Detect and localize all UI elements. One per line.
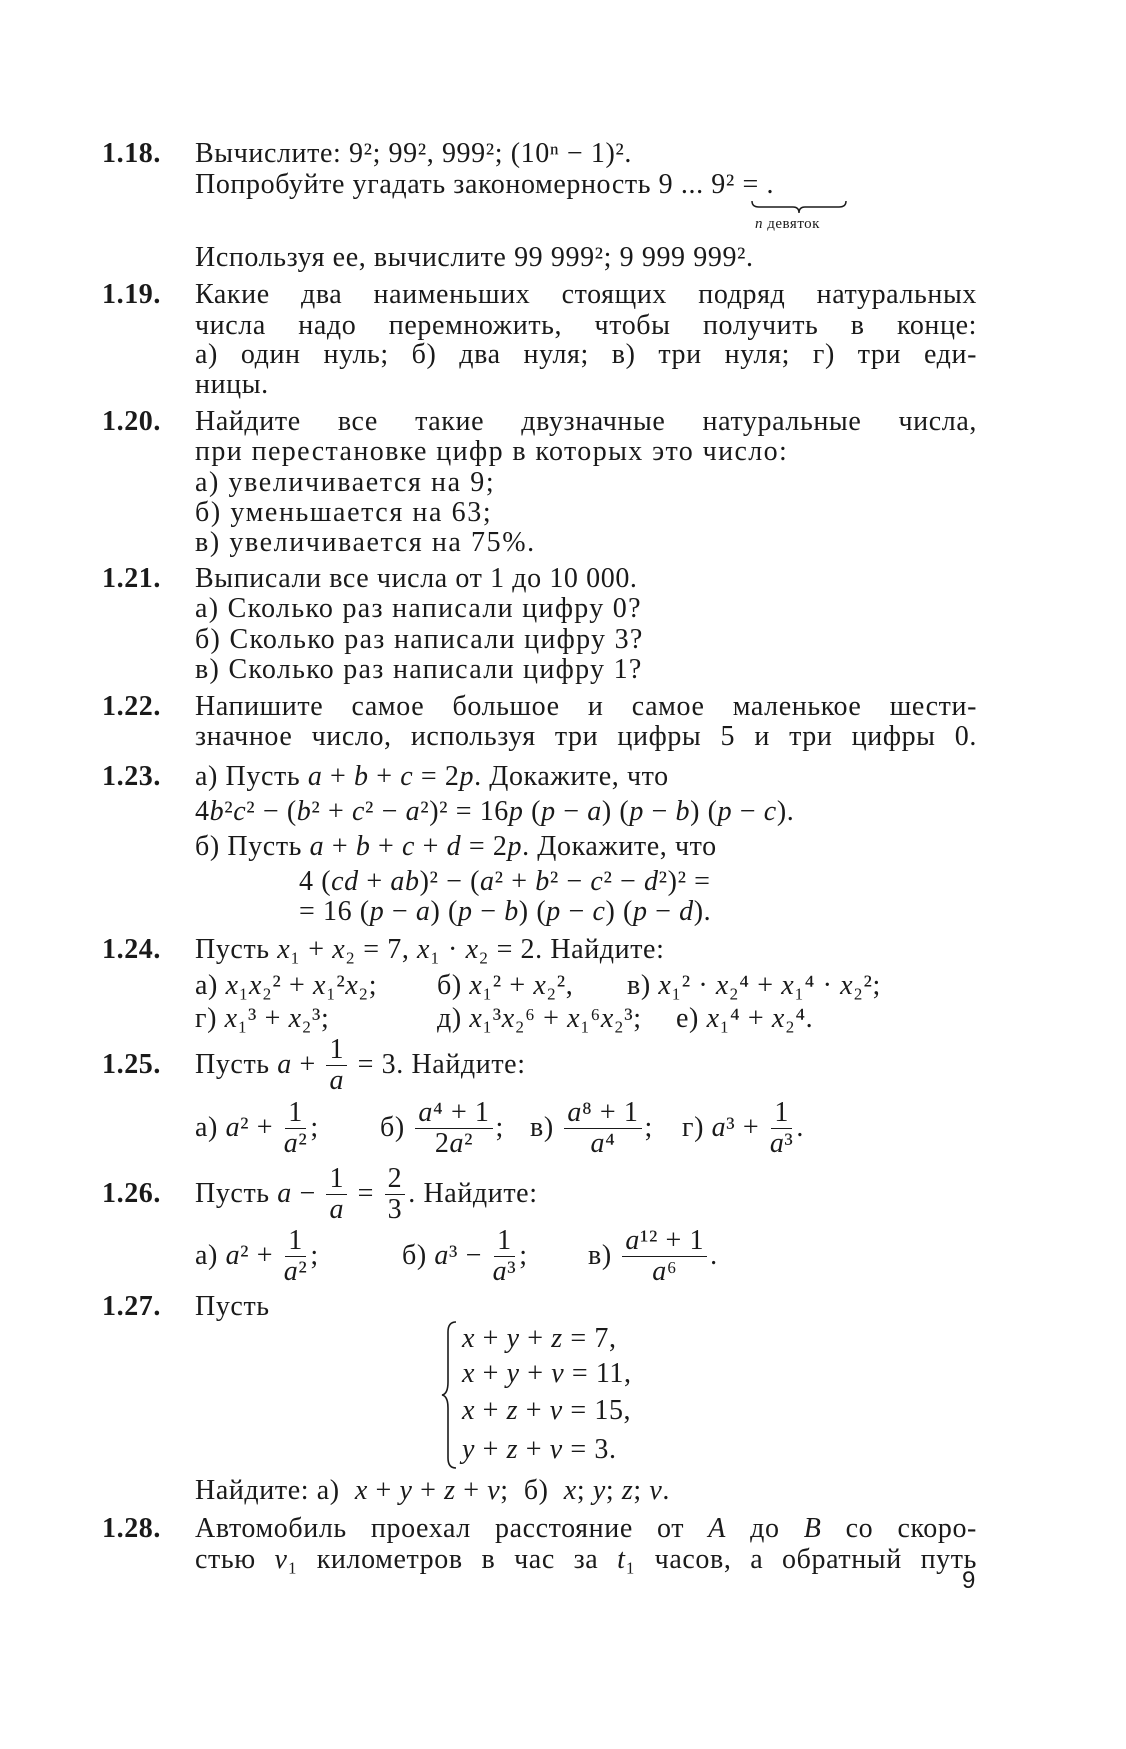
variable: p — [507, 831, 523, 862]
problem-text: = 16 (p − a) (p − b) (p − c) (p − d). — [299, 896, 712, 927]
problem-number: 1.27. — [102, 1291, 161, 1322]
variable: b — [504, 896, 519, 927]
variable: x — [288, 1003, 302, 1034]
text: в) — [530, 1112, 562, 1143]
variable: y — [399, 1475, 413, 1506]
variable: a — [567, 1096, 582, 1128]
part-v — [588, 1224, 718, 1288]
variable: v — [549, 1395, 563, 1426]
part-g: г) x₁³ + x₂³; — [195, 1003, 330, 1034]
variable: p — [459, 761, 475, 792]
variable: a — [277, 1178, 292, 1209]
variable: z — [621, 1475, 634, 1506]
page-number: 9 — [962, 1567, 976, 1594]
variable: x — [781, 970, 795, 1001]
variable: a — [449, 1127, 465, 1159]
variable: p — [541, 796, 556, 827]
variable: x — [658, 970, 672, 1001]
part-e: е) x₁⁴ + x₂⁴. — [676, 1003, 814, 1034]
variable: v — [649, 1475, 663, 1506]
variable: n — [755, 216, 763, 232]
problem-number: 1.19. — [102, 279, 161, 310]
variable: a — [434, 1240, 449, 1271]
problem-text: при перестановке цифр в которых это число: — [195, 436, 789, 467]
text: ; — [519, 1240, 528, 1271]
variable: p — [629, 796, 644, 827]
curly-brace-icon — [440, 1320, 460, 1470]
variable: x — [417, 934, 431, 965]
variable: b — [404, 866, 420, 897]
variable: z — [506, 1434, 519, 1465]
text: б) — [380, 1112, 413, 1143]
variable: a — [587, 796, 602, 827]
variable: x — [600, 1003, 614, 1034]
problem-text: Вычислите: 9²; 99², 999²; (10ⁿ − 1)². — [195, 138, 632, 169]
fraction — [284, 1226, 308, 1287]
variable: x — [715, 970, 729, 1001]
variable: p — [546, 896, 561, 927]
text: . — [796, 1112, 805, 1143]
denominator: a⁴ — [590, 1127, 616, 1159]
text: ; — [644, 1112, 653, 1143]
denominator: a³ — [492, 1255, 517, 1287]
part-a — [195, 1096, 319, 1160]
system-equation: x + z + v = 15, — [462, 1395, 632, 1426]
numerator: a⁸ + 1 — [564, 1098, 641, 1129]
part-a — [195, 1224, 319, 1288]
problem-text: числа надо перемножить, чтобы получить в конце: — [195, 310, 977, 341]
variable: v — [487, 1475, 501, 1506]
problem-text: б) уменьшается на 63; — [195, 497, 493, 528]
variable: b — [209, 796, 225, 827]
text: . — [710, 1240, 718, 1271]
variable: d — [679, 896, 694, 927]
variable: a — [225, 1112, 241, 1143]
problem-text — [195, 1162, 538, 1226]
denominator: 2a² — [434, 1127, 474, 1159]
part-b — [402, 1224, 528, 1288]
fraction — [326, 1164, 347, 1225]
problem-text: значное число, используя три цифры 5 и три цифры 0. — [195, 721, 977, 752]
fraction — [564, 1098, 641, 1159]
variable: x — [277, 934, 291, 965]
problem-number: 1.23. — [102, 761, 161, 792]
problem-text: б) Пусть a + b + c + d = 2p. Докажите, что — [195, 831, 717, 862]
text: = 3. Найдите: — [350, 1049, 526, 1080]
text: ; — [495, 1112, 504, 1143]
variable: B — [803, 1513, 822, 1544]
variable: t — [617, 1544, 626, 1575]
variable: x — [462, 1323, 476, 1354]
part-d: д) x₁³x₂⁶ + x₁⁶x₂³; — [437, 1003, 642, 1034]
part-v — [530, 1096, 653, 1160]
denominator: 3 — [387, 1193, 403, 1225]
variable: x — [533, 970, 547, 1001]
problem-number: 1.25. — [102, 1049, 161, 1080]
variable: x — [248, 970, 262, 1001]
variable: x — [332, 934, 346, 965]
variable: x — [501, 1003, 515, 1034]
problem-text: ницы. — [195, 369, 269, 400]
variable: a — [415, 896, 431, 927]
variable: p — [369, 896, 385, 927]
variable: x — [224, 1003, 238, 1034]
underbrace-icon — [751, 200, 847, 214]
part-a: а) x₁x₂² + x₁²x₂; — [195, 970, 378, 1001]
text: а) a² + — [195, 1240, 281, 1271]
variable: a — [590, 1127, 606, 1159]
part-b: б) x₁² + x₂², — [437, 970, 574, 1001]
numerator: 1 — [771, 1098, 792, 1129]
variable: x — [567, 1003, 581, 1034]
variable: c — [351, 796, 365, 827]
problem-text: Попробуйте угадать закономерность 9 ... 9² = . — [195, 169, 775, 200]
variable: x — [706, 1003, 720, 1034]
variable: a — [277, 1049, 292, 1080]
part-g — [682, 1096, 804, 1160]
variable: y — [462, 1434, 476, 1465]
variable: p — [457, 896, 473, 927]
denominator: a⁶ — [652, 1255, 678, 1287]
text: Пусть a + — [195, 1049, 324, 1080]
problem-text: стью v₁ километров в час за t₁ часов, а обратный путь — [195, 1544, 977, 1575]
variable: x — [225, 970, 239, 1001]
variable: d — [446, 831, 462, 862]
numerator: 1 — [494, 1226, 515, 1257]
variable: y — [506, 1358, 520, 1389]
part-v: в) x₁² · x₂⁴ + x₁⁴ · x₂²; — [627, 970, 881, 1001]
variable: p — [717, 796, 733, 827]
numerator: a¹² + 1 — [622, 1226, 707, 1257]
variable: p — [508, 796, 524, 827]
text: . Найдите: — [408, 1178, 538, 1209]
variable: x — [312, 970, 326, 1001]
denominator — [329, 1066, 344, 1096]
problem-number: 1.20. — [102, 406, 161, 437]
denominator: a² — [283, 1255, 308, 1287]
variable: a — [283, 1127, 299, 1159]
variable: c — [763, 796, 777, 827]
problem-text: а) Пусть a + b + c = 2p. Докажите, что — [195, 761, 669, 792]
variable: a — [492, 1255, 508, 1287]
variable: v — [549, 1434, 563, 1465]
variable: x — [465, 934, 479, 965]
variable: a — [480, 866, 495, 897]
denominator: a² — [283, 1127, 308, 1159]
variable: a — [769, 1127, 785, 1159]
problem-text: а) один нуль; б) два нуля; в) три нуля; г) три еди- — [195, 339, 977, 370]
variable: x — [354, 1475, 368, 1506]
variable: b — [535, 866, 550, 897]
variable: c — [590, 866, 604, 897]
text: г) a³ + — [682, 1112, 767, 1143]
problem-text: Пусть x₁ + x₂ = 7, x₁ · x₂ = 2. Найдите: — [195, 934, 665, 965]
text: б) a³ − — [402, 1240, 490, 1271]
numerator: 2 — [385, 1164, 406, 1195]
numerator: a⁴ + 1 — [415, 1098, 492, 1129]
problem-text: в) Сколько раз написали цифру 1? — [195, 654, 643, 685]
variable: z — [551, 1323, 563, 1354]
system-equation: y + z + v = 3. — [462, 1434, 617, 1465]
variable: a — [283, 1255, 299, 1287]
variable: y — [506, 1323, 520, 1354]
fraction — [326, 1035, 347, 1096]
variable: b — [296, 796, 312, 827]
problem-text: Выписали все числа от 1 до 10 000. — [195, 563, 638, 594]
variable: b — [355, 831, 371, 862]
fraction — [284, 1098, 308, 1159]
variable: x — [469, 1003, 483, 1034]
variable: a — [329, 1064, 345, 1096]
problem-text: а) Сколько раз написали цифру 0? — [195, 593, 642, 624]
text: в) — [588, 1240, 620, 1271]
denominator — [329, 1195, 344, 1225]
brace-label: n девяток — [755, 216, 820, 232]
variable: z — [444, 1475, 456, 1506]
system-equation: x + y + z = 7, — [462, 1323, 617, 1354]
variable: b — [354, 761, 369, 792]
variable: x — [462, 1358, 476, 1389]
variable: x — [771, 1003, 785, 1034]
problem-text: в) увеличивается на 75%. — [195, 527, 536, 558]
problem-text: 4 (cd + ab)² − (a² + b² − c² − d²)² = — [299, 866, 711, 897]
text: ; — [310, 1240, 319, 1271]
variable: c — [592, 896, 606, 927]
text: ; — [310, 1112, 319, 1143]
variable: v — [551, 1358, 565, 1389]
variable: x — [563, 1475, 577, 1506]
variable: y — [592, 1475, 606, 1506]
problem-number: 1.21. — [102, 563, 161, 594]
text: а) a² + — [195, 1112, 281, 1143]
problem-text: Найдите: а) x + y + z + v; б) x; y; z; v. — [195, 1475, 670, 1506]
variable: p — [632, 896, 648, 927]
part-b — [380, 1096, 504, 1160]
numerator: 1 — [285, 1098, 306, 1129]
fraction — [493, 1226, 517, 1287]
problem-text — [195, 1033, 526, 1097]
problem-text: Автомобиль проехал расстояние от A до B со скоро- — [195, 1513, 977, 1544]
variable: c — [400, 761, 414, 792]
variable: a — [329, 1193, 345, 1225]
variable: x — [469, 970, 483, 1001]
denominator: a³ — [769, 1127, 794, 1159]
problem-number: 1.26. — [102, 1178, 161, 1209]
fraction — [415, 1098, 492, 1159]
problem-number: 1.24. — [102, 934, 161, 965]
problem-number: 1.18. — [102, 138, 161, 169]
variable: a — [625, 1224, 640, 1256]
text: = — [350, 1178, 382, 1209]
variable: a — [307, 761, 323, 792]
problem-text: а) увеличивается на 9; — [195, 467, 496, 498]
problem-text: Используя ее, вычислите 99 999²; 9 999 999². — [195, 242, 754, 273]
variable: a — [418, 1096, 433, 1128]
problem-text: Какие два наименьших стоящих подряд натуральных — [195, 279, 977, 310]
variable: d — [644, 866, 659, 897]
variable: c — [402, 831, 416, 862]
variable: c — [233, 796, 247, 827]
variable: d — [344, 866, 359, 897]
variable: a — [652, 1255, 667, 1287]
numerator: 1 — [285, 1226, 306, 1257]
numerator: 1 — [326, 1035, 347, 1066]
fraction — [770, 1098, 794, 1159]
problem-text: Напишите самое большое и самое маленькое шести- — [195, 691, 977, 722]
variable: a — [309, 831, 325, 862]
fraction — [622, 1226, 707, 1287]
problem-number: 1.28. — [102, 1513, 161, 1544]
problem-text: 4b²c² − (b² + c² − a²)² = 16p (p − a) (p − b) (p − c). — [195, 796, 795, 827]
variable: x — [462, 1395, 476, 1426]
problem-text: Пусть — [195, 1291, 270, 1322]
variable: a — [711, 1112, 727, 1143]
fraction — [385, 1164, 406, 1225]
variable: a — [405, 796, 421, 827]
variable: a — [390, 866, 405, 897]
problem-number: 1.22. — [102, 691, 161, 722]
problem-text: б) Сколько раз написали цифру 3? — [195, 624, 644, 655]
variable: A — [708, 1513, 726, 1544]
problem-text: Найдите все такие двузначные натуральные числа, — [195, 406, 977, 437]
variable: a — [225, 1240, 241, 1271]
variable: v — [274, 1544, 288, 1575]
system-equation: x + y + v = 11, — [462, 1358, 632, 1389]
variable: c — [331, 866, 345, 897]
text: Пусть a − — [195, 1178, 324, 1209]
variable: x — [840, 970, 854, 1001]
numerator: 1 — [326, 1164, 347, 1195]
variable: b — [675, 796, 691, 827]
variable: x — [345, 970, 359, 1001]
variable: z — [506, 1395, 519, 1426]
